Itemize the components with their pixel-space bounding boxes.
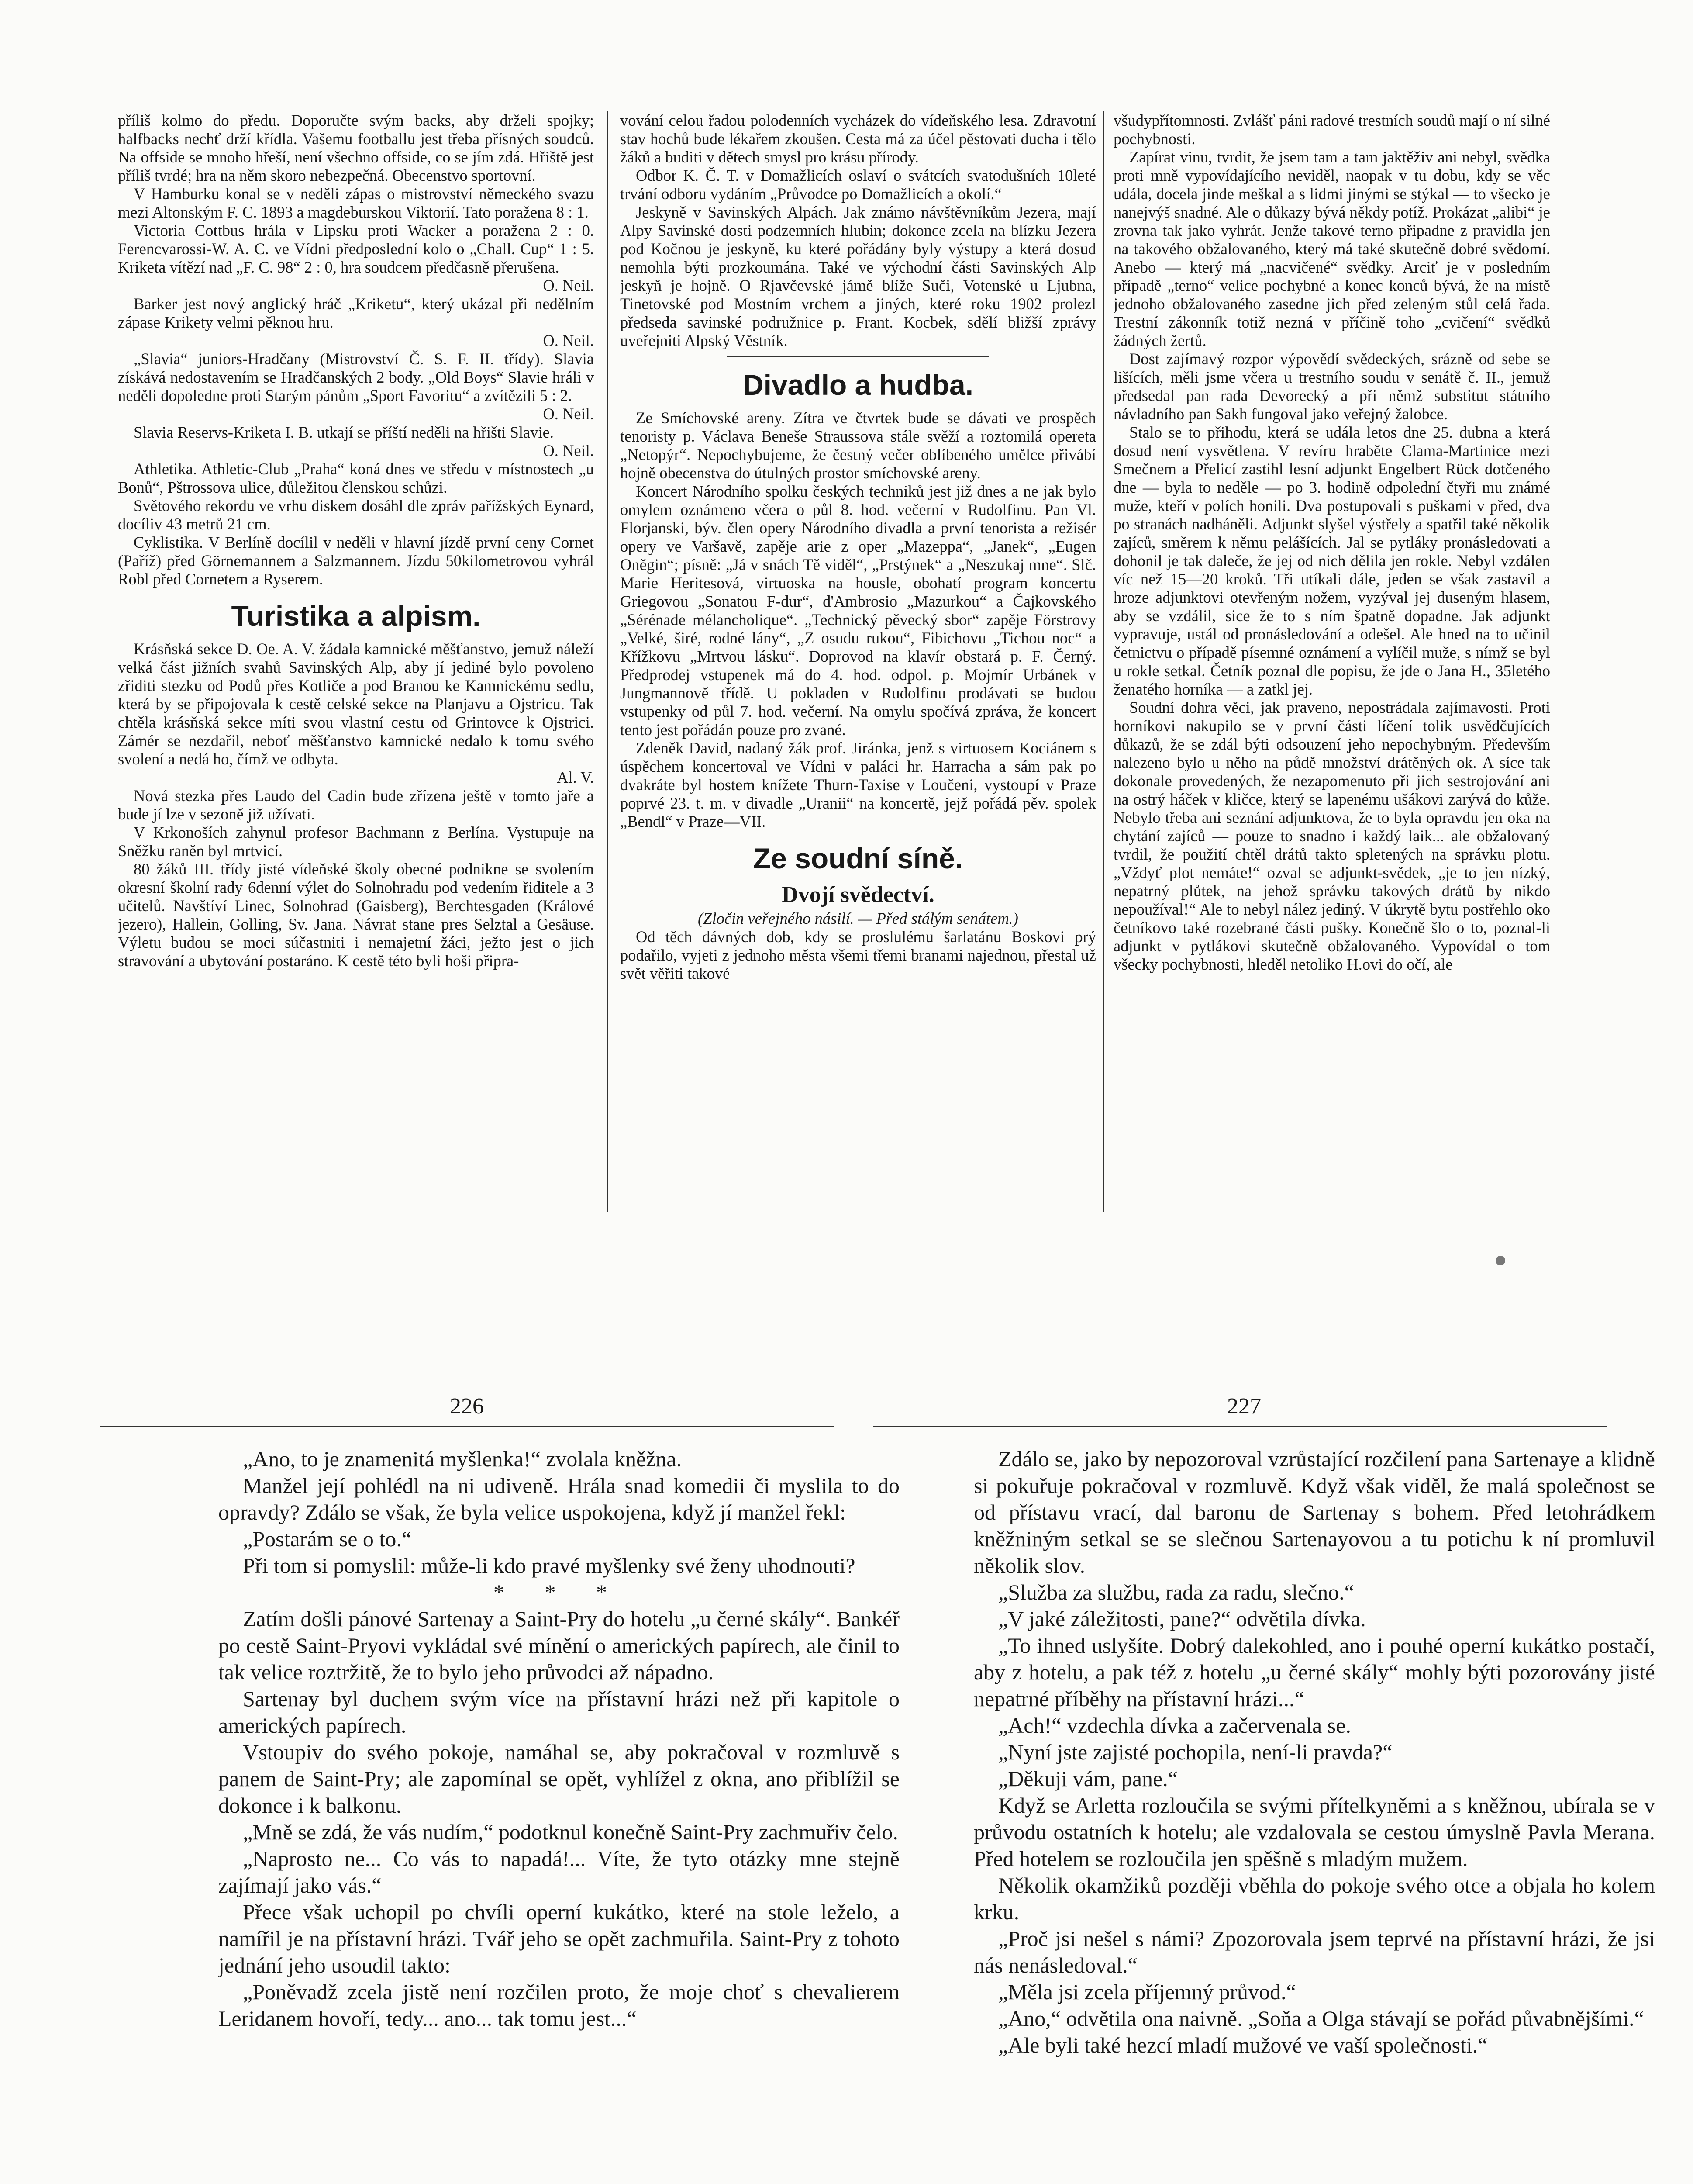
- book-paragraph: „Postarám se o to.“: [243, 1527, 412, 1551]
- book-paragraph: Když se Arletta rozloučila se svými přítelkyněmi a s kněžnou, ubírala se v průvodu ostatních k hotelu; ale vzdalovala se cestou úmyslně Pavla Merana. Před hotelem se rozloučila jen spěšně s mladým mužem.: [974, 1793, 1655, 1871]
- news-paragraph: všudypřítomnosti. Zvlášť páni radové trestních soudů mají o ní silné pochybnosti.: [1114, 111, 1550, 148]
- book-paragraph: Zatím došli pánové Sartenay a Saint-Pry do hotelu „u černé skály“. Bankéř po cestě Saint-Pryovi vykládal své mínění o amerických papírech, ale činil to tak velice roztržitě, že to bylo jeho průvodci až nápadno.: [218, 1607, 900, 1684]
- book-paragraph: „Služba za službu, rada za radu, slečno.“: [998, 1580, 1354, 1604]
- book-paragraph: Několik okamžiků později vběhla do pokoje svého otce a objala ho kolem krku.: [974, 1873, 1655, 1924]
- section-heading-turistika: Turistika a alpism.: [231, 600, 481, 632]
- news-paragraph: Světového rekordu ve vrhu diskem dosáhl dle zpráv pařížských Eynard, docíliv 43 metrů 21 cm.: [118, 497, 594, 533]
- news-paragraph: Barker jest nový anglický hráč „Kriketu“, který ukázal při nedělním zápase Krikety velmi pěknou hru.: [118, 295, 594, 331]
- news-paragraph: Odbor K. Č. T. v Domažlicích oslaví o svátcích svatodušních 10leté trvání odboru vydáním „Průvodce po Domažlicích a okolí.“: [620, 166, 1096, 203]
- book-paragraph: „Ach!“ vzdechla dívka a začervenala se.: [998, 1713, 1351, 1738]
- page-number-right: 227: [1227, 1394, 1261, 1419]
- news-paragraph: 80 žáků III. třídy jisté vídeňské školy obecné podnikne se svolením okresní školní rady 6denní výlet do Solnohradu pod vedením řiditele a 3 učitelů. Navštíví Linec, Solnohrad (Gaisberg), Berchtesgaden (Králové jezero), Hallein, Golling, Sv. Jana. Návrat stane pres Selztal a Gesäuse. Výletu budou se moci súčastniti i nemajetní žáci, ježto jest o jich stravování a ubytování postaráno. K cestě této byli hoši připra-: [118, 860, 594, 970]
- news-paragraph: Koncert Národního spolku českých techniků jest již dnes a ne jak bylo omylem oznámeno včera o půl 8. hod. večerní v Rudolfinu. Pan Vl. Florjanski, býv. člen opery Národního divadla a první tenorista a režisér opery ve Varšavě, zapěje arie z oper „Mazeppa“, „Janek“, „Eugen Oněgin“; písně: „Já v snách Tě viděl“, „Prstýnek“ a „Neszukaj mne“. Slč. Marie Heritesová, virtuoska na housle, obohatí program koncertu Griegovou „Sonatou F-dur“, d'Ambrosio „Mazurkou“ a Čajkovského „Sérénade mélancholique“. „Technický pěvecký sbor“ zapěje Förstrovy „Velké, širé, rodné lány“, „Z osudu rukou“, Fibichovu „Tichou noc“ a Křížkovu „Mrtvou lásku“. Doprovod na klavír obstará p. F. Černý. Předprodej vstupenek má do 4. hod. odpol. p. Mojmír Urbánek v Jungmannově třídě. U pokladen v Rudolfinu prodávati se budou vstupenky od půl 7. hod. večerní. Na omylu spočívá zpráva, že koncert tento jest pořádán pouze pro zvané.: [620, 482, 1096, 739]
- book-paragraph: „Poněvadž zcela jistě není rozčilen proto, že moje choť s chevalierem Leridanem hovoří, tedy... ano... tak tomu jest...“: [218, 1980, 900, 2031]
- news-signature: O. Neil.: [543, 332, 594, 349]
- section-heading-divadlo: Divadlo a hudba.: [742, 369, 974, 401]
- news-paragraph: Athletika. Athletic-Club „Praha“ koná dnes ve středu v místnostech „u Bonů“, Pštrossova ulice, důležitou členskou schůzi.: [118, 460, 594, 496]
- news-paragraph: Cyklistika. V Berlíně docílil v neděli v hlavní jízdě první ceny Cornet (Paříž) před Görnemannem a Salzmannem. Jízdu 50kilometrovou vyhrál Robl před Cornetem a Ryserem.: [118, 533, 594, 588]
- book-paragraph: „Naprosto ne... Co vás to napadá!... Víte, že tyto otázky mne stejně zajímají jako vás.“: [218, 1846, 900, 1897]
- book-paragraph: „To ihned uslyšíte. Dobrý dalekohled, ano i pouhé operní kukátko postačí, aby z hotelu, a pak též z hotelu „u černé skály“ mohly býti pozorovány jisté nepatrné příběhy na přístavní hrázi...“: [974, 1633, 1655, 1711]
- news-paragraph: Krásňská sekce D. Oe. A. V. žádala kamnické měšťanstvo, jemuž náleží velká část jižních svahů Savinských Alp, aby jí jediné bylo povoleno zřiditi stezku od Podů přes Kotliče a pod Branou ke Kamnickému sedlu, která by se připojovala k cestě celské sekce na Planjavu a Ojstricu. Tak chtěla krásňská sekce míti svou vlastní cestu od Grintovce k Ojstrici. Zámér se nezdařil, neboť měšťanstvo kamnické nedalo k tomu svého svolení a nedá ho, čímž ve odbyta.: [118, 640, 594, 768]
- news-paragraph: Stalo se to přihodu, která se udála letos dne 25. dubna a která dosud není vysvětlena. V revíru hraběte Clama-Martinice mezi Smečnem a Přelicí zastihl lesní adjunkt Engelbert Rück dotčeného dne — byla to neděle — po 3. hodině odpolední čtyři mu známé muže, kteří v polích honili. Dva postupovali s puškami v před, dva po stranách nadháněli. Adjunkt slyšel výstřely a spatřil také několik zajíců, směrem k němu pelášících. Jal se pytláky pronásledovati a dohonil je tak daleče, že jej od nich dělila jen rokle. Nebyl vzdálen víc než 15—20 kroků. Tři utíkali dále, jeden se však zastavil a hroze adjunktovi otevřeným nožem, vyzýval jej duseným hlasem, aby se vzdálil, sice že to s ním špatně dopadne. Jak adjunkt vypravuje, ustál od pronásledování a odešel. Ale hned na to učinil četnictvu o případě písemné oznámení a vylíčil muže, s nímž se byl u rokle setkal. Četník poznal dle popisu, že jde o Jana H., 35letého ženatého horníka — a zatkl jej.: [1114, 423, 1550, 698]
- book-paragraph: Zdálo se, jako by nepozoroval vzrůstající rozčilení pana Sartenaye a klidně si pokuřuje pokračoval v rozmluvě. Když však viděl, že malá společnost se od přístavu vrací, dal baronu de Sartenay s bohem. Před letohrádkem kněžniným setkal se se slečnou Sartenayovou a tu potichu k ní promluvil několik slov.: [974, 1447, 1655, 1578]
- news-paragraph: Soudní dohra věci, jak praveno, nepostrádala zajímavosti. Proti horníkovi nakupilo se v první části líčení tolik usvědčujících důkazů, že se zdál býti odsouzení jeho nepochybným. Především nalezeno bylo u něho na půdě množství drátěných ok. A síce tak dokonale provedených, že nezapomenuto při jich sestrojování ani na ostrý háček v kličce, který se lapenému ušákovi zarývá do kůže. Nebylo třeba ani seznání adjunktova, že to byla opravdu jen oka na chytání zajíců — pouze to snadno i každý laik... ale obžalovaný tvrdil, že použití chtěl drátů takto spletených na správku plotu. „Vždyť plot nemáte!“ ozval se adjunkt-svědek, „je to jen nízký, nepatrný plůtek, na jehož správku takových drátů by nikdo nepoužíval!“ Ale to nebyl nález jediný. V úkrytě bytu postřehlo oko četníkovo také rozebrané části pušky. Konečně šlo o to, poznal-li adjunkt v pytlákovi skutečně obžalovaného. Vypovídal o tom všecky pochybnosti, hleděl netoliko H.ovi do očí, ale: [1114, 698, 1550, 973]
- news-column-2: [620, 111, 1096, 1212]
- book-paragraph: „Ano,“ odvětila ona naivně. „Soňa a Olga stávají se pořád půvabnějšími.“: [998, 2006, 1644, 2031]
- column-divider: [607, 111, 608, 1212]
- book-paragraph: „Měla jsi zcela příjemný průvod.“: [998, 1980, 1296, 2004]
- book-paragraph: Přece však uchopil po chvíli operní kukátko, které na stole leželo, a namířil je na přístavní hrázi. Tvář jeho se opět zachmuřila. Saint-Pry z tohoto jednání jeho usoudil takto:: [218, 1900, 900, 1977]
- book-paragraph: Manžel její pohlédl na ni udiveně. Hrála snad komedii či myslila to do opravdy? Zdálo se však, že byla velice uspokojena, když jí manžel řekl:: [218, 1473, 900, 1524]
- book-paragraph: Při tom si pomyslil: může-li kdo pravé myšlenky své ženy uhodnouti?: [243, 1553, 855, 1578]
- column-divider: [1103, 111, 1104, 1212]
- page-rule-right: [873, 1426, 1607, 1427]
- news-paragraph: Zdeněk David, nadaný žák prof. Jiránka, jenž s virtuosem Kociánem s úspěchem koncertoval ve Vídni v paláci hr. Harracha a sám pak po dvakráte byl hostem knížete Thurn-Taxise v Loučeni, vystoupí v Praze poprvé 23. t. m. v divadle „Uranii“ na koncertě, jejž pořádá pěv. spolek „Bendl“ v Praze—VII.: [620, 739, 1096, 830]
- page-number-left: 226: [450, 1394, 484, 1419]
- book-paragraph: „V jaké záležitosti, pane?“ odvětila dívka.: [998, 1607, 1366, 1631]
- news-signature: Al. V.: [557, 768, 594, 786]
- news-paragraph: V Hamburku konal se v neděli zápas o mistrovství německého svazu mezi Altonským F. C. 1893 a magdeburskou Viktorií. Tato poražena 8 : 1.: [118, 185, 594, 221]
- book-paragraph: „Ano, to je znamenitá myšlenka!“ zvolala kněžna.: [243, 1447, 682, 1471]
- book-paragraph: Sartenay byl duchem svým více na přístavní hrázi než při kapitole o amerických papírech.: [218, 1686, 900, 1738]
- book-paragraph: „Ale byli také hezcí mladí mužové ve vaší společnosti.“: [998, 2033, 1488, 2057]
- news-paragraph: Dost zajímavý rozpor výpovědí svědeckých, srázně od sebe se lišících, měli jsme včera u trestního soudu v senátě č. II., jemuž předsedal pan rada Devorecký a při němž substitut státního návladního pan Sakh fungoval jako veřejný žalobce.: [1114, 350, 1550, 423]
- news-signature: O. Neil.: [543, 442, 594, 460]
- news-column-3: [1114, 111, 1550, 1212]
- section-rule: [727, 356, 989, 357]
- book-paragraph: „Mně se zdá, že vás nudím,“ podotknul konečně Saint-Pry zachmuřiv čelo.: [243, 1820, 898, 1844]
- section-break-stars: * * *: [493, 1580, 624, 1604]
- news-paragraph: Victoria Cottbus hrála v Lipsku proti Wacker a poražena 2 : 0. Ferencvarossi-W. A. C. ve Vídni předposlední kolo o „Chall. Cup“ 1 : 5. Kriketa vítězí nad „F. C. 98“ 2 : 0, hra soudcem předčasně přerušena.: [118, 221, 594, 276]
- news-paragraph: Zapírat vinu, tvrdit, že jsem tam a tam jaktěživ ani nebyl, svědka proti mně vypovídajícího neviděl, naopak v tu dobu, kdy se věc udála, docela jinde meškal a s lidmi jinými se stýkal — to všecko je nanejvýš snadné. Ale o důkazy bývá někdy potíž. Prokázat „alibi“ je zrovna tak jako vyhrát. Jenže takové terno připadne z pravidla jen na takového obžalovaného, který má také skutečně dobré svědomí. Anebo — který má „nacvičené“ svědky. Arciť je v posledním případě „terno“ velice pochybné a konec konců bývá, že na místě jednoho obžalovaného zasedne jich před zeleným stůl celá řada. Trestní zákonník totiž nezná v příčině toho „cvičení“ svědků žádných žertů.: [1114, 148, 1550, 349]
- book-paragraph: „Nyní jste zajisté pochopila, není-li pravda?“: [998, 1740, 1393, 1764]
- article-headline: Dvojí svědectví.: [782, 882, 934, 907]
- news-paragraph: vování celou řadou polodenních vycházek do vídeňského lesa. Zdravotní stav hochů bude lékařem zkoušen. Cesta má za účel pěstovati ducha i tělo žáků a buditi v dětech smysl pro krásu přírody.: [620, 111, 1096, 166]
- article-subline: (Zločin veřejného násilí. — Před stálým senátem.): [698, 909, 1018, 927]
- section-heading-soud: Ze soudní síně.: [753, 842, 963, 874]
- book-paragraph: „Děkuji vám, pane.“: [998, 1766, 1178, 1791]
- news-paragraph: Od těch dávných dob, kdy se proslulému šarlatánu Boskovi prý podařilo, vyjeti z jednoho města všemi třemi branami najednou, přestal už svět věřiti takové: [620, 928, 1096, 982]
- book-page-left: [218, 1446, 900, 2184]
- book-paragraph: Vstoupiv do svého pokoje, namáhal se, aby pokračoval v rozmluvě s panem de Saint-Pry; ale zapomínal se opět, vyhlížel z okna, ano přiblížil se dokonce i k balkonu.: [218, 1740, 900, 1818]
- book-page-right: [974, 1446, 1655, 2184]
- binding-hole: [1496, 1256, 1505, 1265]
- news-paragraph: Nová stezka přes Laudo del Cadin bude zřízena ještě v tomto jaře a bude jí lze v sezoně již užívati.: [118, 787, 594, 823]
- news-column-1: [118, 111, 594, 1212]
- news-paragraph: Ze Smíchovské areny. Zítra ve čtvrtek bude se dávati ve prospěch tenoristy p. Václava Beneše Straussova stále svěží a roztomilá opereta „Netopýr“. Nepochybujeme, že čestný večer oblíbeného umělce přivábí hojně obecenstva do útulných prostor smíchovské areny.: [620, 409, 1096, 482]
- news-paragraph: příliš kolmo do předu. Doporučte svým backs, aby drželi spojky; halfbacks nechť drží křídla. Vašemu footballu jest třeba přísných soudců. Na offside se mnoho hřeší, není všechno offside, co se jím zdá. Hřiště jest příliš tvrdé; hra na něm skoro nebezpečná. Obecenstvo sportovní.: [118, 111, 594, 184]
- page-rule-left: [100, 1426, 834, 1427]
- news-paragraph: Slavia Reservs-Kriketa I. B. utkají se příští neděli na hřišti Slavie.: [134, 423, 554, 441]
- news-signature: O. Neil.: [543, 405, 594, 423]
- book-paragraph: „Proč jsi nešel s námi? Zpozorovala jsem teprvé na přístavní hrázi, že jsi nás nenásledoval.“: [974, 1926, 1655, 1977]
- news-signature: O. Neil.: [543, 276, 594, 294]
- newspaper-clipping: [118, 111, 1550, 1212]
- news-paragraph: Jeskyně v Savinských Alpách. Jak známo návštěvníkům Jezera, mají Alpy Savinské dosti podzemních hlubin; dokonce zcela na blízku Jezera pod Kočnou je jeskyně, ku které pořádány byly výstupy a která dosud nemohla býti prozkoumána. Také ve východní části Savinských Alp jeskyň je hojně. O Rjavčevské jámě blíže Suči, Votenské u Ljubna, Tinetovské pod Mostním vrchem a jiných, které roku 1902 prolezl předseda savinské podružnice p. Frant. Kocbek, sdělí bližší zprávy uveřejniti Alpský Věstník.: [620, 203, 1096, 349]
- news-paragraph: „Slavia“ juniors-Hradčany (Mistrovství Č. S. F. II. třídy). Slavia získává nedostavením se Hradčanských 2 body. „Old Boys“ Slavie hráli v neděli dopoledne proti Starým pánům „Sport Favoritu“ a zvítězili 5 : 2.: [118, 350, 594, 404]
- news-paragraph: V Krkonoších zahynul profesor Bachmann z Berlína. Vystupuje na Sněžku raněn byl mrtvicí.: [118, 823, 594, 860]
